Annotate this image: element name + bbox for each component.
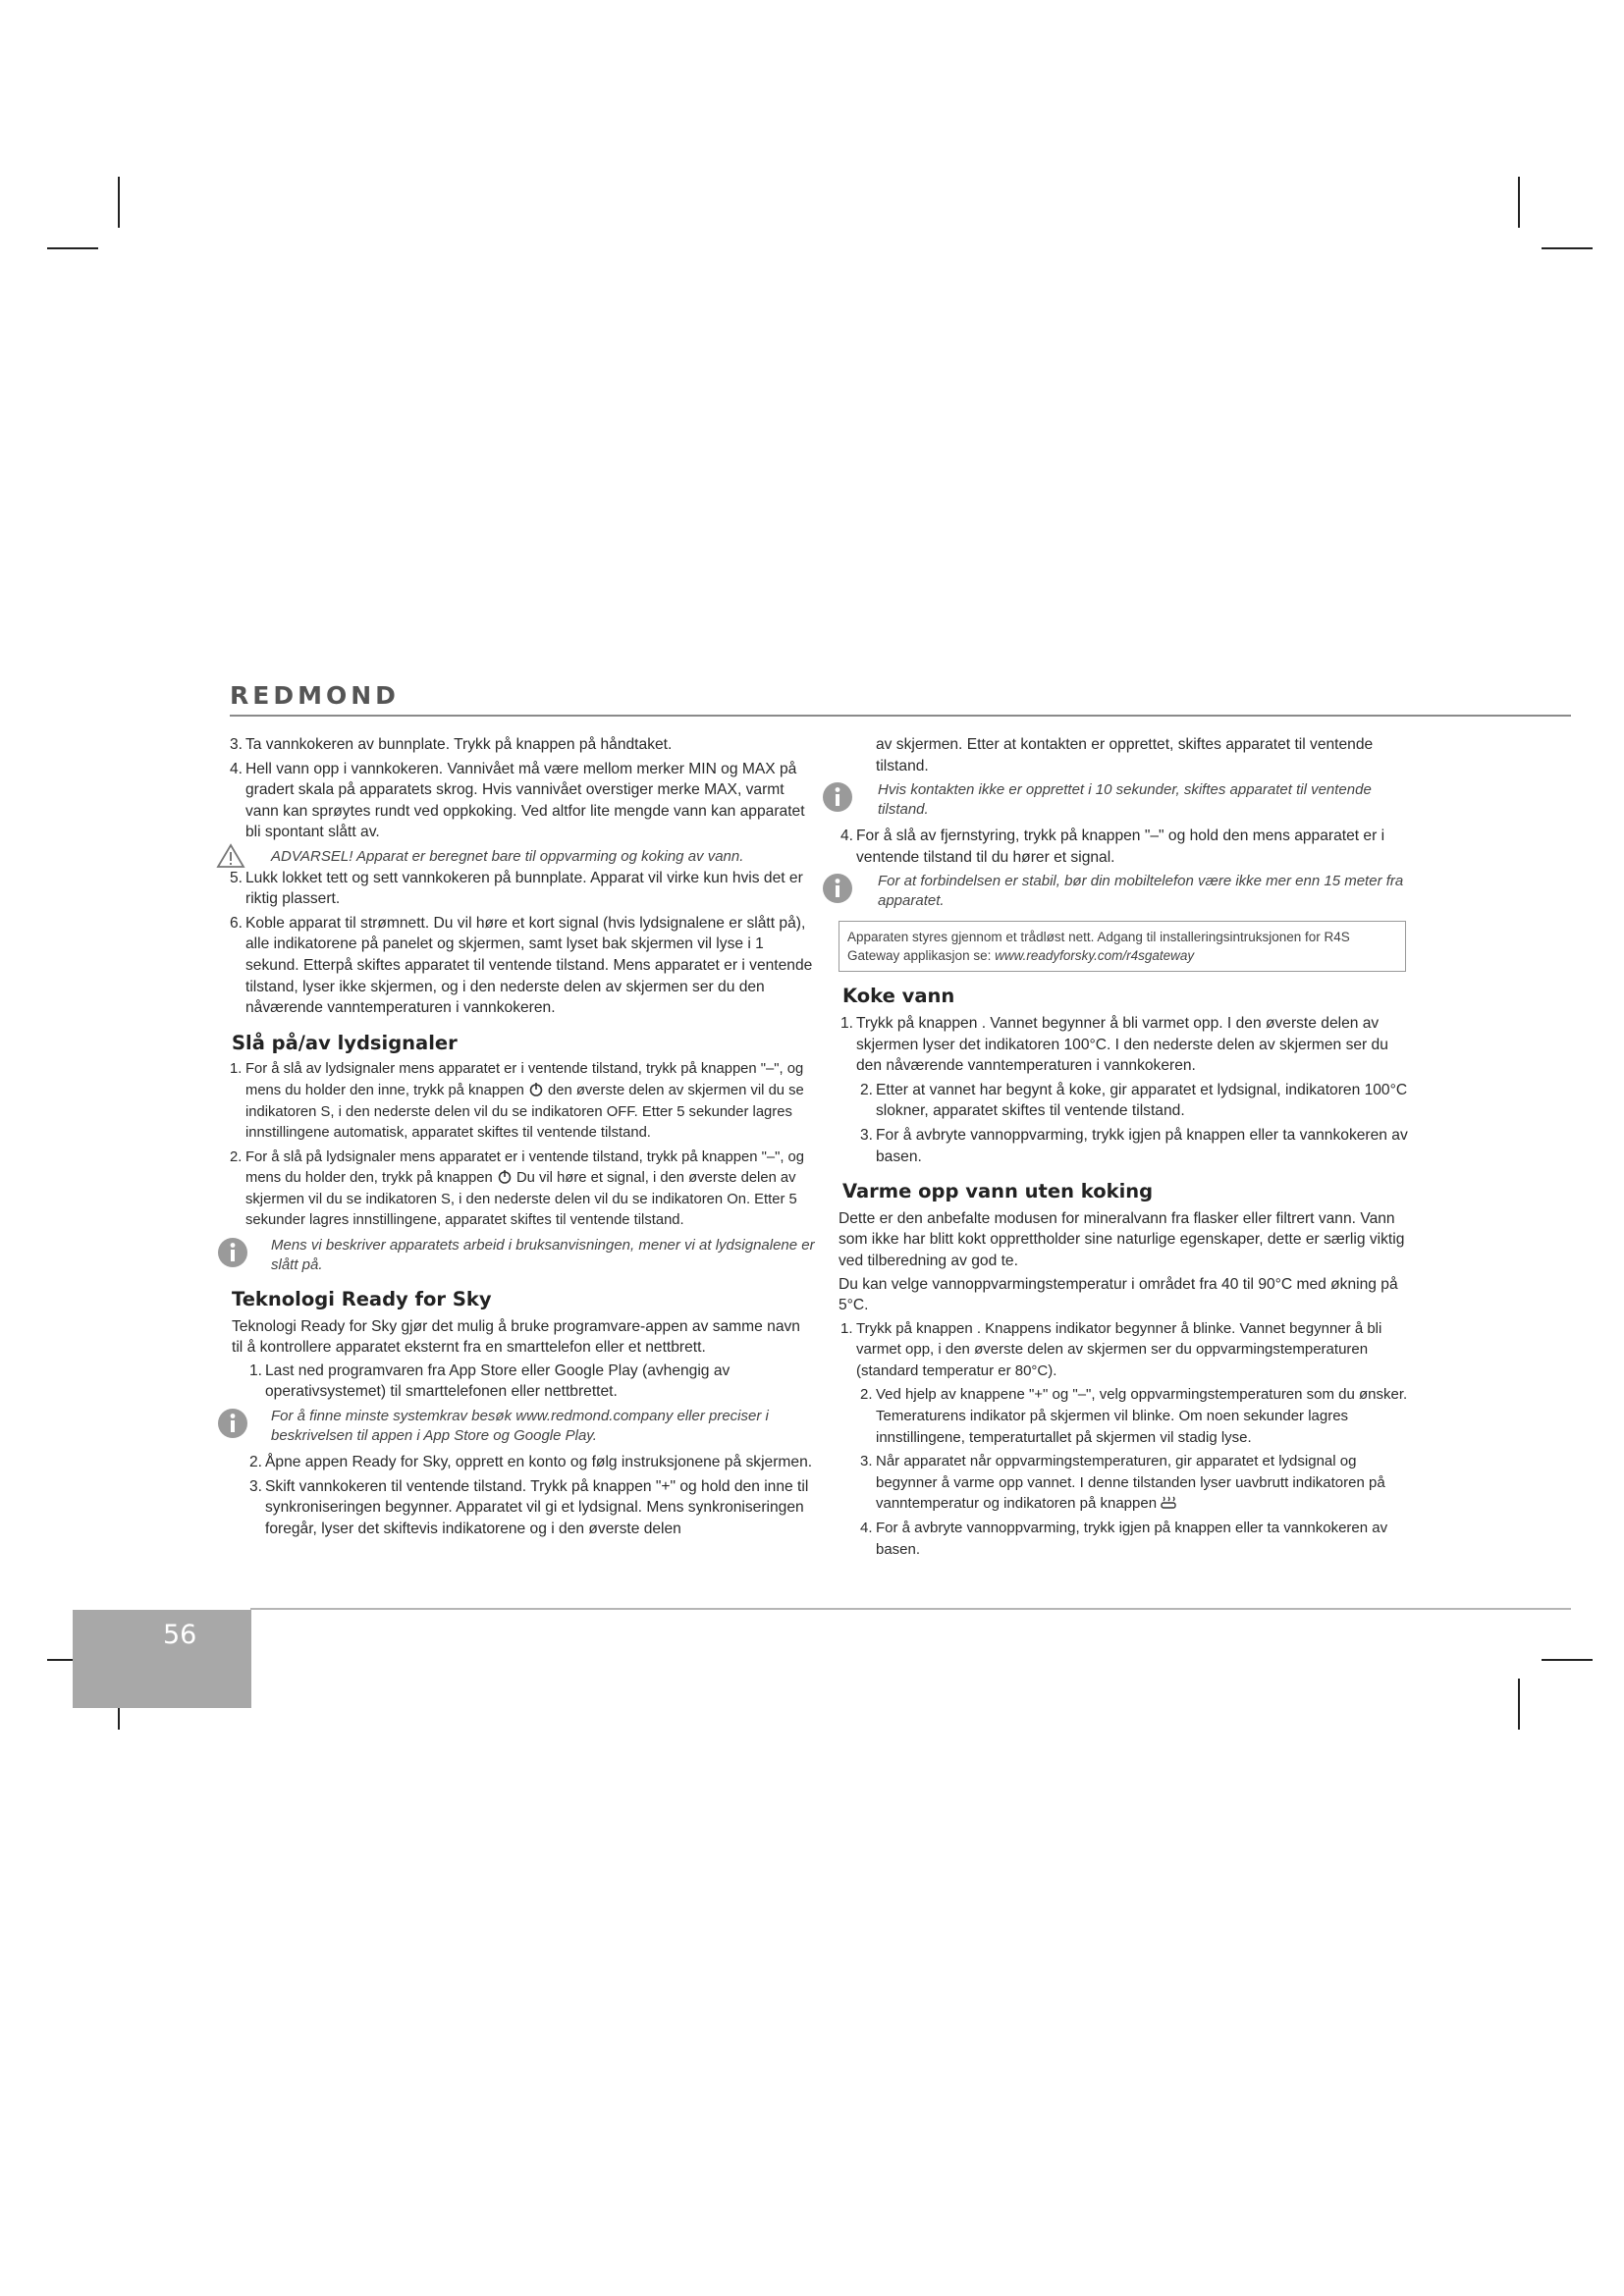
gateway-link[interactable]: www.readyforsky.com/r4sgateway (995, 948, 1195, 964)
page-number-tab (73, 1610, 251, 1708)
info-icon (821, 780, 854, 820)
list-item (216, 1476, 815, 1540)
warning-text: ADVARSEL! Apparat er beregnet bare til oppvarming og koking av vann. (271, 847, 744, 865)
item-text: Hell vann opp i vannkokeren. Vannivået må være mellom merker MIN og MAX på gradert skala på apparatets skrog. Hvis vannivået overstiger merke MAX, varmt vann kan sprøytes rundt ved oppkoking. Ved altfor lite mengde vann kan apparatet bli spontant slått av. (245, 760, 805, 841)
box-text: Apparaten styres gjennom et trådløst nett. Adgang til installeringsintruksjonen for R4S Gateway applikasjon se: (847, 930, 1350, 964)
list-item (216, 734, 815, 756)
info-icon (216, 1407, 249, 1446)
item-text: Åpne appen Ready for Sky, opprett en konto og følg instruksjonene på skjermen. (265, 1454, 813, 1471)
list-item (827, 1125, 1416, 1167)
header-divider (230, 715, 1571, 717)
list-item (216, 1361, 815, 1403)
info-note (827, 780, 1416, 820)
section-heading-heat: Varme opp vann uten koking (842, 1180, 1154, 1203)
crop-mark (47, 247, 98, 249)
paragraph: Teknologi Ready for Sky gjør det mulig å bruke programvare-appen av samme navn til å kontrollere apparatet eksternt fra en smarttelefon eller et nettbrett. (232, 1317, 800, 1357)
item-number: 2. (230, 1148, 243, 1165)
item-number: 3. (249, 1477, 263, 1495)
brand-logo: REDMOND (230, 681, 400, 710)
note-text: For at forbindelsen er stabil, bør din mobiltelefon være ikke mer enn 15 meter fra apparatet. (878, 873, 1404, 910)
section-heading-sky: Teknologi Ready for Sky (232, 1288, 492, 1311)
warning-note (216, 846, 815, 868)
note-text: For å finne minste systemkrav besøk www.redmond.company eller preciser i beskrivelsen til appen i App Store og Google Play. (271, 1408, 769, 1445)
item-number: 4. (840, 828, 854, 845)
item-number: 4. (860, 1520, 873, 1537)
item-number: 1. (840, 1014, 854, 1032)
gateway-info-box (839, 921, 1406, 972)
item-number: 2. (860, 1081, 874, 1098)
item-number: 5. (230, 869, 244, 886)
list-item (827, 1013, 1416, 1077)
power-icon (497, 1170, 513, 1184)
page-number: 56 (163, 1620, 197, 1650)
item-text: Etter at vannet har begynt å koke, gir apparatet et lydsignal, indikatoren 100°C slokner, apparatet skiftes til ventende tilstand. (876, 1081, 1408, 1120)
item-text: For å avbryte vannoppvarming, trykk igjen på knappen eller ta vannkokeren av basen. (876, 1126, 1408, 1165)
item-text: Ta vannkokeren av bunnplate. Trykk på knappen på håndtaket. (245, 736, 673, 753)
list-item (827, 826, 1416, 868)
list-item (216, 913, 815, 1019)
crop-mark (1518, 1679, 1520, 1730)
item-text: Trykk på knappen . Vannet begynner å bli varmet opp. I den øverste delen av skjermen lyser det indikatoren 100°C. I den nederste delen av skjermen ser du den nåværende vanntemperaturen i vannkokeren. (856, 1014, 1388, 1075)
item-text: For å avbryte vannoppvarming, trykk igjen på knappen eller ta vannkokeren av basen. (876, 1520, 1388, 1558)
item-text: Lukk lokket tett og sett vannkokeren på bunnplate. Apparat vil virke kun hvis det er riktig plassert. (245, 869, 803, 908)
item-number: 1. (249, 1362, 263, 1379)
left-column (216, 734, 815, 1542)
list-item (216, 868, 815, 910)
continued-text (827, 734, 1416, 776)
crop-mark (1542, 247, 1593, 249)
crop-mark (118, 177, 120, 228)
item-number: 3. (860, 1126, 874, 1144)
footer-divider (250, 1608, 1571, 1610)
item-text: Koble apparat til strømnett. Du vil høre et kort signal (hvis lydsignalene er slått på), alle indikatorene på panelet og skjermen, samt lyset bak skjermen vil lyse i 1 sekund. Etterpå skiftes apparatet til ventende tilstand. Mens apparatet er i ventende tilstand, lyser ikke skjermen, og i den nederste delen av skjermen ser du den nåværende vanntemperaturen i vannkokeren. (245, 914, 813, 1017)
item-number: 2. (860, 1386, 873, 1404)
item-text: Når apparatet når oppvarmingstemperaturen, gir apparatet et lydsignal og begynner å varme opp vannet. I denne tilstanden lyser uavbrutt indikatoren på vanntemperatur og indikatoren på knappen (876, 1453, 1385, 1513)
item-text: For å slå på lydsignaler mens apparatet er i ventende tilstand, trykk på knappen "–", og mens du holder den, trykk på knappen (245, 1148, 805, 1187)
item-text: For å slå av fjernstyring, trykk på knappen "–" og hold den mens apparatet er i ventende tilstand til du hører et signal. (856, 828, 1385, 866)
item-text: Ved hjelp av knappene "+" og "–", velg oppvarmingstemperaturen som du ønsker. Temeraturens indikator på skjermen vil blinke. Om noen sekunder lagres innstillingene, temperaturtallet på skjermen vil stadig lyse. (876, 1386, 1408, 1446)
item-number: 3. (230, 736, 244, 753)
list-item (827, 1451, 1416, 1515)
item-number: 4. (230, 760, 244, 777)
item-text: For å slå av lydsignaler mens apparatet er i ventende tilstand, trykk på knappen "–", og mens du holder den inne, trykk på knappen (245, 1061, 804, 1098)
heat-icon (1161, 1495, 1176, 1509)
paragraph: Dette er den anbefalte modusen for mineralvann fra flasker eller filtrert vann. Vann som ikke har blitt kokt opprettholder sine naturlige egenskaper, dette er særlig viktig ved tilberedning av god te. (839, 1209, 1405, 1269)
list-item (827, 1318, 1416, 1382)
item-number: 3. (860, 1453, 873, 1470)
info-icon (216, 1236, 249, 1275)
item-text: Du vil høre et signal, i den øverste delen av skjermen vil du se indikatoren S, i den nederste delen vil du se indikatoren On. Etter 5 sekunder lagres innstillingene, apparatet skiftes til ventende tilstand. (245, 1170, 797, 1229)
item-number: 6. (230, 914, 244, 932)
list-item (216, 1148, 815, 1232)
list-item (216, 1452, 815, 1473)
info-note (827, 872, 1416, 911)
item-number: 1. (840, 1319, 853, 1337)
section-heading-sound: Slå på/av lydsignaler (232, 1031, 458, 1054)
info-icon (821, 872, 854, 911)
item-text: Trykk på knappen . Knappens indikator begynner å blinke. Vannet begynner å bli varmet opp, i den øverste delen av skjermen ser du oppvarmingstemperaturen (standard temperatur er 80°C). (856, 1319, 1382, 1379)
list-item (216, 759, 815, 843)
section-heading-boil: Koke vann (842, 985, 955, 1008)
list-item (216, 1059, 815, 1144)
info-note (216, 1407, 815, 1446)
item-text: av skjermen. Etter at kontakten er opprettet, skiftes apparatet til ventende tilstand. (876, 736, 1374, 774)
item-text: Skift vannkokeren til ventende tilstand. Trykk på knappen "+" og hold den inne til synkroniseringen begynner. Apparatet vil gi et lydsignal. Mens synkroniseringen foregår, lyser det skiftevis indikatorene og i den øverste delen (265, 1477, 809, 1537)
note-text: Mens vi beskriver apparatets arbeid i bruksanvisningen, mener vi at lydsignalene er slått på. (271, 1237, 815, 1274)
info-note (216, 1236, 815, 1275)
item-number: 2. (249, 1454, 263, 1471)
list-item (827, 1384, 1416, 1448)
list-item (827, 1518, 1416, 1560)
item-text: den øverste delen av skjermen vil du se indikatoren S, i den nederste delen vil du se indikatoren OFF. Etter 5 sekunder lagres innstillingene automatisk, apparatet skiftes til ventende tilstand. (245, 1082, 804, 1142)
item-text: Last ned programvaren fra App Store eller Google Play (avhengig av operativsystemet) til smarttelefonen eller nettbrettet. (265, 1362, 731, 1401)
crop-mark (1518, 177, 1520, 228)
item-number: 1. (230, 1061, 243, 1078)
list-item (827, 1080, 1416, 1122)
right-column (827, 734, 1416, 1563)
crop-mark (1542, 1659, 1593, 1661)
paragraph: Du kan velge vannoppvarmingstemperatur i området fra 40 til 90°C med økning på 5°C. (839, 1275, 1398, 1314)
note-text: Hvis kontakten ikke er opprettet i 10 sekunder, skiftes apparatet til ventende tilstand. (878, 781, 1372, 819)
power-icon (528, 1083, 544, 1096)
